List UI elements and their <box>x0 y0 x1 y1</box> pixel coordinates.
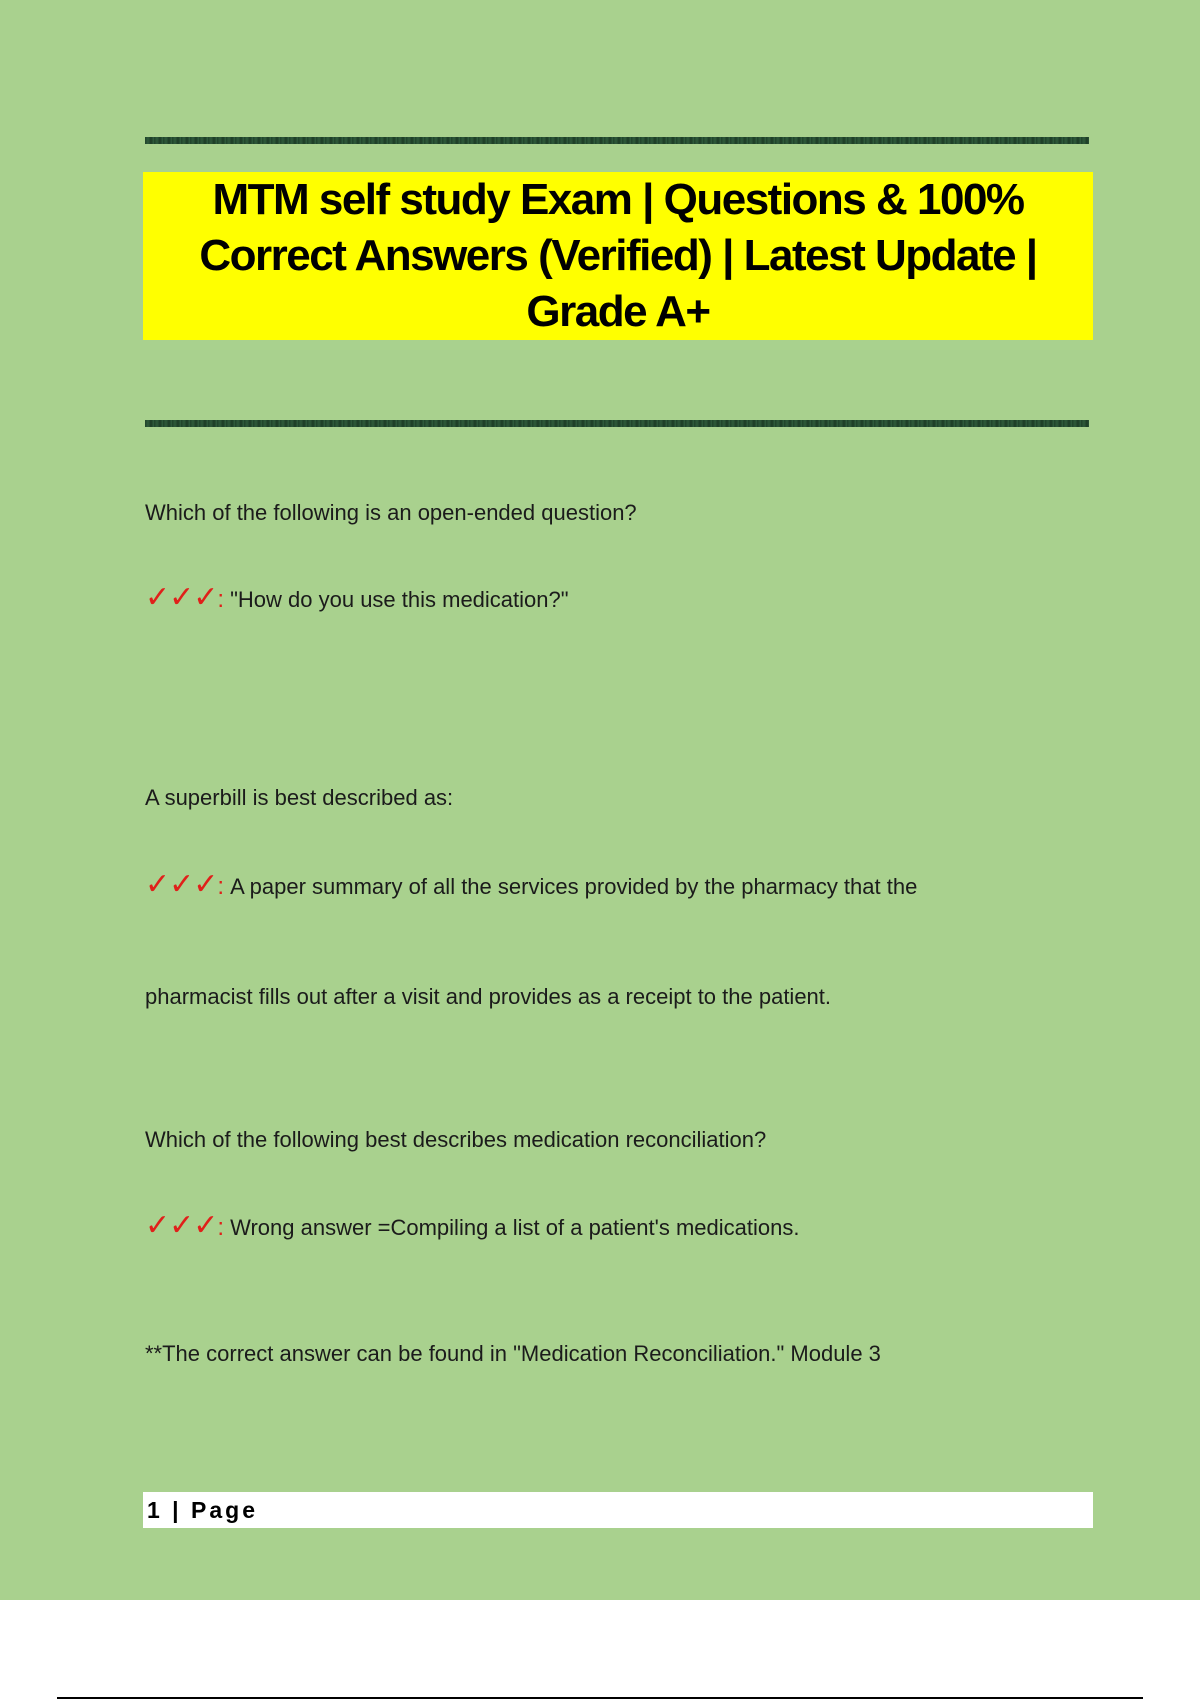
answer-1-text: "How do you use this medication?" <box>230 587 569 612</box>
next-page-rule <box>57 1697 1143 1699</box>
title-banner <box>143 172 1093 340</box>
answer-colon: : <box>217 1214 225 1241</box>
check-marks-icon: ✓✓✓ <box>145 1208 218 1243</box>
answer-colon: : <box>217 873 225 900</box>
check-marks-icon: ✓✓✓ <box>145 867 218 902</box>
question-3: Which of the following best describes medication reconciliation? <box>145 1127 767 1152</box>
question-1: Which of the following is an open-ended question? <box>145 500 637 525</box>
question-2: A superbill is best described as: <box>145 785 454 810</box>
answer-2-continuation: pharmacist fills out after a visit and provides as a receipt to the patient. <box>145 984 832 1009</box>
answer-2 <box>145 867 917 902</box>
answer-3-text: Wrong answer =Compiling a list of a patient's medications. <box>230 1215 800 1240</box>
answer-3 <box>145 1208 799 1243</box>
answer-2-text: A paper summary of all the services provided by the pharmacy that the <box>230 874 918 899</box>
page-footer <box>143 1492 1093 1528</box>
page-number: 1 | Page <box>147 1496 258 1523</box>
title-bottom-rule <box>145 420 1089 427</box>
answer-1 <box>145 580 569 615</box>
answer-colon: : <box>217 586 225 613</box>
title-top-rule <box>145 137 1089 144</box>
document-title: MTM self study Exam | Questions & 100% Correct Answers (Verified) | Latest Update | Grade A+ <box>199 175 1037 336</box>
check-marks-icon: ✓✓✓ <box>145 580 218 615</box>
answer-3-note: **The correct answer can be found in "Medication Reconciliation." Module 3 <box>145 1341 881 1366</box>
